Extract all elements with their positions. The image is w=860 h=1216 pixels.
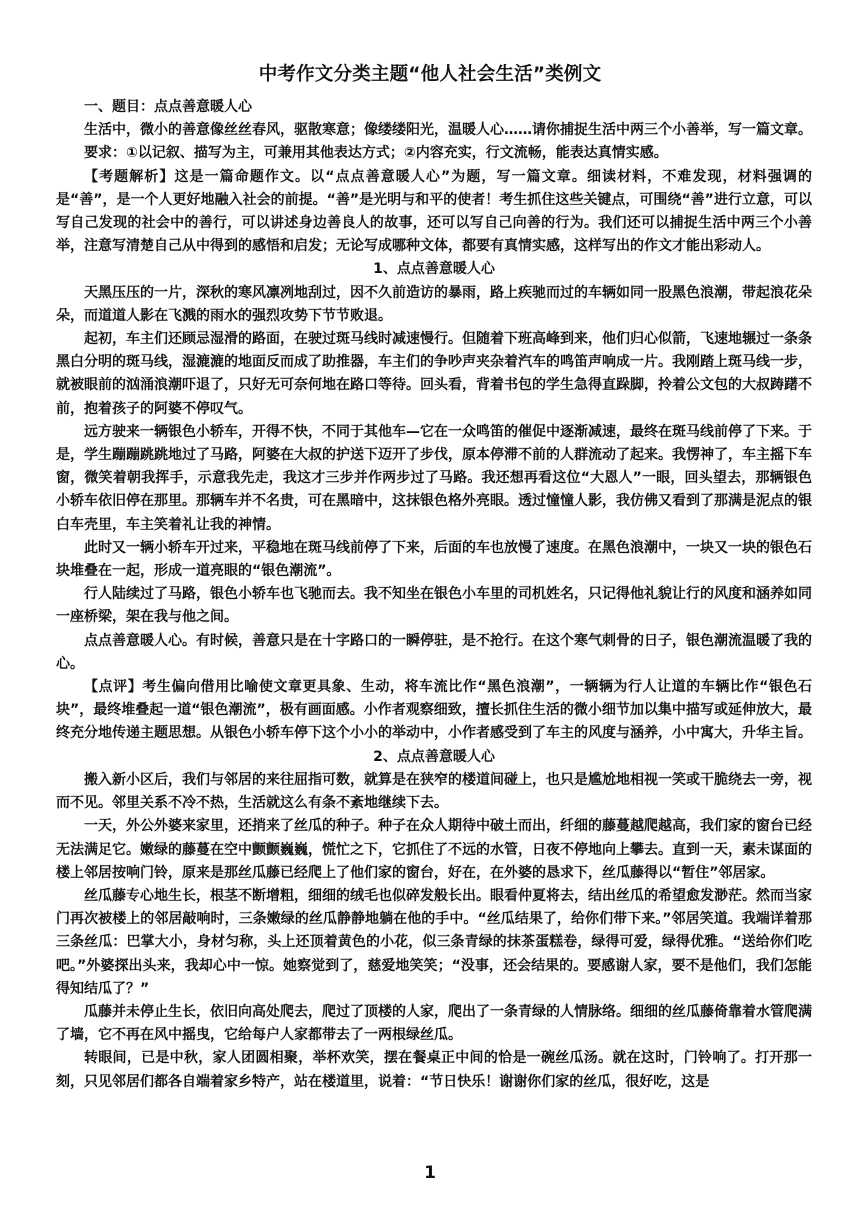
paragraph: 一天，外公外婆来家里，还捎来了丝瓜的种子。种子在众人期待中破土而出，纤细的藤蔓越爬越高，我们家的窗台已经无法满足它。嫩绿的藤蔓在空中颤颤巍巍，慌忙之下，它抓住了不远的水管，日夜不停地向上攀去。直到一天，素未谋面的楼上邻居按响门铃，原来是那丝瓜藤已经爬上了他们家的窗台，好在，在外婆的恳求下，丝瓜藤得以“暂住”邻居家。 (56, 818, 812, 881)
paragraph: 此时又一辆小轿车开过来，平稳地在斑马线前停了下来，后面的车也放慢了速度。在黑色浪潮中，一块又一块的银色石块堆叠在一起，形成一道亮眼的“银色潮流”。 (56, 539, 812, 580)
paragraph: 点点善意暖人心。有时候，善意只是在十字路口的一瞬停驻，是不抢行。在这个寒气刺骨的日子，银色潮流温暖了我的心。 (56, 632, 812, 672)
paragraph: 转眼间，已是中秋，家人团圆相聚，举杯欢笑，摆在餐桌正中间的恰是一碗丝瓜汤。就在这时，门铃响了。打开那一刻，只见邻居们都各自端着家乡特产，站在楼道里，说着：“节日快乐！谢谢你们家的丝瓜，很好吃，这是 (56, 1050, 812, 1090)
paragraph: 【点评】考生偏向借用比喻使文章更具象、生动，将车流比作“黑色浪潮”，一辆辆为行人让道的车辆比作“银色石块”，最终堆叠起一道“银色潮流”，极有画面感。小作者观察细致，擅长抓住生活的微小细节加以集中描写或延伸放大，最终充分地传递主题思想。从银色小轿车停下这个小小的举动中，小作者感受到了车主的风度与涵养，小中寓大，升华主旨。 (56, 679, 812, 742)
section-heading: 2、点点善意暖人心 (373, 748, 495, 765)
paragraph: 丝瓜藤专心地生长，根茎不断增粗，细细的绒毛也似碎发般长出。眼看仲夏将去，结出丝瓜的希望愈发渺茫。然而当家门再次被楼上的邻居敲响时，三条嫩绿的丝瓜静静地躺在他的手中。“丝瓜结果了，给你们带下来。”邻居笑道。我端详着那三条丝瓜：巴掌大小，身材匀称，头上还顶着黄色的小花，似三条青绿的抹茶蛋糕卷，绿得可爱，绿得优雅。“送给你们吃吧。”外婆探出头来，我却心中一惊。她察觉到了，慈爱地笑笑；“没事，还会结果的。要感谢人家，要不是他们，我们怎能得知结瓜了？” (56, 887, 812, 997)
section-heading: 1、点点善意暖人心 (373, 261, 495, 278)
document-body (56, 96, 812, 1094)
paragraph: 起初，车主们还顾忌湿滑的路面，在驶过斑马线时减速慢行。但随着下班高峰到来，他们归心似箭，飞速地辗过一条条黑白分明的斑马线，湿漉漉的地面反而成了助推器，车主们的争吵声夹杂着汽车的鸣笛声响成一片。我刚踏上斑马线一步，就被眼前的汹涌浪潮吓退了，只好无可奈何地在路口等待。回头看，背着书包的学生急得直跺脚，拎着公文包的大叔踌躇不前，抱着孩子的阿婆不停叹气。 (56, 331, 812, 417)
paragraph: 天黑压压的一片，深秋的寒风凛冽地刮过，因不久前造访的暴雨，路上疾驰而过的车辆如同一股黑色浪潮，带起浪花朵朵，而道道人影在飞溅的雨水的强烈攻势下节节败退。 (56, 284, 812, 324)
page-number: 1 (424, 1163, 436, 1183)
paragraph: 远方驶来一辆银色小轿车，开得不快，不同于其他车—它在一众鸣笛的催促中逐渐减速，最终在斑马线前停了下来。于是，学生蹦蹦跳跳地过了马路，阿婆在大叔的护送下迈开了步伐，原本停滞不前的人群流动了起来。我愣神了，车主摇下车窗，微笑着朝我挥手，示意我先走，我这才三步并作两步过了马路。我还想再看这位“大恩人”一眼，回头望去，那辆银色小轿车依旧停在那里。那辆车并不名贵，可在黑暗中，这抹银色格外亮眼。透过憧憧人影，我仿佛又看到了那满是泥点的银白车壳里，车主笑着礼让我的神情。 (56, 423, 812, 533)
paragraph: 生活中，微小的善意像丝丝春风，驱散寒意；像缕缕阳光，温暖人心……请你捕捉生活中两三个小善举，写一篇文章。 (84, 122, 812, 139)
paragraph: 【考题解析】这是一篇命题作文。以“点点善意暖人心”为题，写一篇文章。细读材料，不难发现，材料强调的是“善”，是一个人更好地融入社会的前提。“善”是光明与和平的使者！考生抓住这些关键点，可围绕“善”进行立意，可以写自己发现的社会中的善行，可以讲述身边善良人的故事，还可以写自己向善的行为。我们还可以捕捉生活中两三个小善举，注意写清楚自己从中得到的感悟和启发；无论写成哪种文体，都要有真情实感，这样写出的作文才能出彩动人。 (56, 168, 812, 255)
paragraph: 搬入新小区后，我们与邻居的来往屈指可数，就算是在狭窄的楼道间碰上，也只是尴尬地相视一笑或干脆绕去一旁，视而不见。邻里关系不冷不热，生活就这么有条不紊地继续下去。 (56, 771, 812, 812)
paragraph: 行人陆续过了马路，银色小轿车也飞驰而去。我不知坐在银色小车里的司机姓名，只记得他礼貌让行的风度和涵养如同一座桥梁，架在我与他之间。 (56, 586, 812, 626)
paragraph: 瓜藤并未停止生长，依旧向高处爬去，爬过了顶楼的人家，爬出了一条青绿的人情脉络。细细的丝瓜藤倚靠着水管爬满了墙，它不再在风中摇曳，它给每户人家都带去了一两根绿丝瓜。 (56, 1003, 812, 1044)
paragraph: 要求：①以记叙、描写为主，可兼用其他表达方式；②内容充实，行文流畅，能表达真情实感。 (84, 145, 668, 162)
document-title: 中考作文分类主题“他人社会生活”类例文 (258, 64, 602, 85)
paragraph: 一、题目：点点善意暖人心 (84, 99, 252, 115)
